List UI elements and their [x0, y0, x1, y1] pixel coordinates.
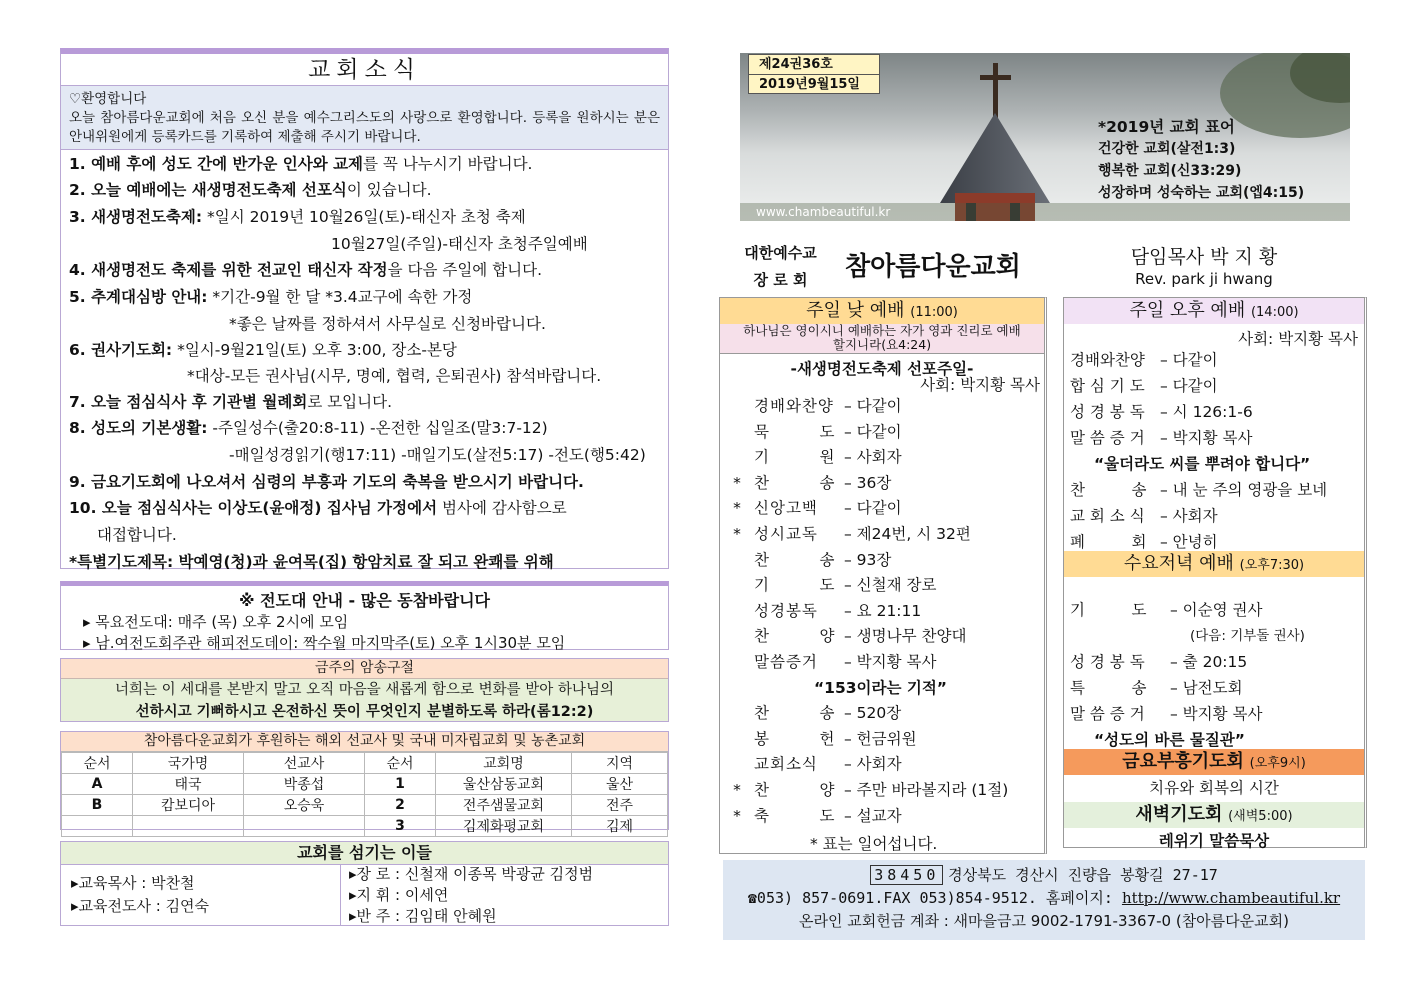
news-item	[69, 470, 584, 492]
order-name: 기 도	[754, 576, 836, 595]
evangelism-line-2: ▸ 남.여전도회주관 해피전도데이: 짝수월 마지막주(토) 오후 1시30분 모임	[83, 634, 566, 652]
order-value: – 다같이	[844, 397, 902, 415]
motto-line-2: 행복한 교회(신33:29)	[1098, 163, 1242, 179]
order-value: – 신철재 장로	[844, 576, 937, 595]
table-cell	[133, 816, 244, 837]
table-cell: A	[62, 774, 133, 795]
table-cell: B	[62, 795, 133, 816]
order-name: 말 씀 증 거	[1070, 705, 1145, 723]
order-value: – 520장	[844, 704, 902, 723]
order-item	[1070, 676, 1243, 698]
afternoon-service-panel	[1063, 297, 1367, 848]
order-value: – 박지황 목사	[1170, 705, 1263, 723]
order-value: – 제24번, 시 32편	[844, 525, 971, 543]
news-item	[187, 364, 601, 386]
table-cell: 김제화평교회	[436, 816, 572, 837]
order-name: 말 씀 증 거	[1070, 429, 1145, 447]
afternoon-service-header	[1064, 298, 1364, 324]
memory-verse-box	[60, 658, 669, 722]
order-value: – 안녕히	[1160, 533, 1218, 551]
news-item-bold: 10. 오늘 점심식사는 이상도(윤애정) 집사님 가정에서	[69, 499, 438, 517]
order-value: – 다같이	[844, 422, 902, 441]
order-name: 찬 송	[1070, 481, 1147, 499]
sunday-service-time: (11:00)	[910, 305, 958, 320]
news-item-text: 을 다음 주일에 합니다.	[387, 261, 543, 279]
table-cell: 캄보디아	[133, 795, 244, 816]
order-value: – 출 20:15	[1170, 653, 1248, 671]
order-item	[720, 701, 901, 723]
order-value: – 내 눈 주의 영광을 보네	[1160, 481, 1328, 499]
order-value: – 설교자	[844, 806, 902, 825]
conductor: ▸지 휘 : 이세연	[349, 886, 449, 904]
order-item	[720, 420, 902, 442]
order-value: – 박지황 목사	[844, 653, 937, 671]
news-item-text: 를 꼭 나누시기 바랍니다.	[363, 155, 533, 173]
phone-fax: ☎053) 857-0691.FAX 053)854-9512. 홈페이지:	[747, 889, 1122, 907]
order-item	[720, 496, 902, 518]
standing-mark: *	[733, 525, 741, 543]
zip-code: 38450	[870, 865, 943, 885]
welcome-text: 오늘 참아름다운교회에 처음 오신 분을 예수그리스도의 사랑으로 환영합니다. 등록을 원하시는 분은 안내위원에게 등록카드를 기록하여 제출해 주시기 바랍니다.	[69, 110, 660, 145]
staff-right	[349, 864, 669, 927]
order-item	[1070, 400, 1253, 422]
news-item	[69, 496, 567, 518]
order-item	[1070, 478, 1327, 500]
afternoon-service-time: (14:00)	[1250, 305, 1299, 320]
order-item	[720, 548, 891, 570]
order-value: – 박지황 목사	[1160, 429, 1253, 447]
order-name: 성시교독	[754, 525, 818, 543]
afternoon-leader: 사회: 박지황 목사	[1238, 330, 1358, 348]
table-cell	[62, 816, 133, 837]
address-line	[723, 864, 1365, 887]
order-value: – 36장	[844, 473, 892, 492]
news-item-bold: 6. 권사기도회:	[69, 341, 173, 359]
order-value: (다음: 기부돌 권사)	[1190, 628, 1305, 644]
table-cell: 김제	[572, 816, 668, 837]
news-item	[331, 232, 588, 254]
order-item	[1070, 504, 1218, 526]
evangelism-line-1: ▸ 목요전도대: 매주 (목) 오후 2시에 모임	[83, 613, 349, 631]
sunday-service-title: 주일 낮 예배	[806, 300, 905, 321]
order-item	[720, 752, 902, 774]
news-item	[69, 178, 432, 200]
table-cell: 박종섭	[244, 774, 365, 795]
order-name: 특 송	[1070, 679, 1147, 697]
staff-title: 교회를 섬기는 이들	[61, 842, 668, 865]
friday-service-time: (오후9시)	[1249, 756, 1306, 771]
table-cell: 3	[365, 816, 436, 837]
order-name: 기 도	[1070, 601, 1147, 619]
order-name: 폐 회	[1070, 533, 1147, 551]
evangelism-title: ※ 전도대 안내 - 많은 동참바랍니다	[239, 591, 490, 610]
standing-mark: *	[733, 806, 741, 825]
news-item	[97, 523, 177, 545]
order-name: 찬 양	[754, 781, 836, 799]
news-item-bold: 3. 새생명전도축제:	[69, 208, 203, 226]
table-cell: 2	[365, 795, 436, 816]
account-line: 온라인 교회헌금 계좌 : 새마을금고 9002-1791-3367-0 (참아름다운교회)	[799, 912, 1289, 930]
news-item	[69, 416, 548, 438]
order-value: – 93장	[844, 550, 892, 569]
church-motto	[1098, 116, 1348, 204]
denomination-line-1: 대한예수교	[744, 244, 817, 262]
order-name: 축 도	[754, 806, 836, 825]
motto-line-3: 성장하며 성숙하는 교회(엡4:15)	[1098, 185, 1305, 201]
table-row	[62, 795, 668, 816]
order-item	[1070, 348, 1218, 370]
order-value: – 생명나무 찬양대	[844, 627, 967, 646]
scripture-verse: 하나님은 영이시니 예배하는 자가 영과 진리로 예배할지니라(요4:24)	[720, 324, 1044, 354]
senior-pastor-english: Rev. park ji hwang	[1135, 270, 1273, 288]
volume-number: 제24권36호	[749, 55, 879, 75]
church-name: 참아름다운교회	[845, 252, 1021, 282]
table-cell: 오승욱	[244, 795, 365, 816]
news-item-text: 10월27일(주일)-태신자 초청주일예배	[331, 235, 588, 253]
order-item	[1070, 598, 1262, 620]
evangelism-box	[60, 581, 669, 650]
order-item	[1070, 624, 1305, 644]
order-item	[720, 573, 936, 595]
news-item-text: 이 있습니다.	[346, 181, 432, 199]
elders: ▸장 로 : 신철재 이종목 박광균 김정범	[349, 865, 594, 883]
news-item-bold: 1. 예배 후에 성도 간에 반가운 인사와 교제	[69, 155, 364, 173]
news-item-bold: 5. 추계대심방 안내:	[69, 288, 208, 306]
homepage-link[interactable]: http://www.chambeautiful.kr	[1121, 889, 1341, 907]
education-evangelist: ▸교육전도사 : 김연숙	[71, 897, 210, 915]
table-cell	[244, 816, 365, 837]
order-name: 기 원	[754, 448, 836, 467]
dawn-service-time: (새벽5:00)	[1228, 809, 1293, 824]
church-news-panel	[60, 48, 669, 569]
table-cell: 전주	[572, 795, 668, 816]
order-value: – 다같이	[1160, 377, 1218, 395]
header-cell: 선교사	[244, 753, 365, 774]
address: 경상북도 경산시 진량읍 봉황길 27-17	[948, 866, 1218, 884]
order-name: 성 경 봉 독	[1070, 403, 1145, 421]
news-item	[229, 312, 546, 334]
contact-line	[723, 887, 1365, 910]
standing-mark: *	[733, 499, 741, 518]
order-name: 신앙고백	[754, 499, 818, 518]
church-footer	[723, 860, 1365, 940]
order-item	[720, 445, 902, 467]
order-name: 봉 헌	[754, 729, 836, 748]
order-name: 찬 송	[754, 550, 836, 569]
order-name: 경배와찬양	[754, 397, 834, 415]
order-name: 경배와찬양	[1070, 351, 1145, 369]
memory-verse-line-1: 너희는 이 세대를 본받지 말고 오직 마음을 새롭게 함으로 변화를 받아 하나님의	[115, 682, 614, 698]
news-item-text: *기간-9월 한 달 *3.4교구에 속한 가정	[207, 288, 473, 306]
order-name: 말씀증거	[754, 653, 818, 671]
order-item	[1070, 530, 1218, 552]
news-item-text: *일시 2019년 10월26일(토)-태신자 초청 축제	[202, 208, 526, 226]
dawn-service-title: 새벽기도회	[1135, 804, 1223, 825]
motto-title: *2019년 교회 표어	[1098, 118, 1235, 136]
news-item-bold: 4. 새생명전도 축제를 위한 전교인 태신자 작정	[69, 261, 388, 279]
header-cell: 순서	[365, 753, 436, 774]
order-item	[1070, 374, 1218, 396]
order-name: 성 경 봉 독	[1070, 653, 1145, 671]
news-item-text: *일시-9월21일(토) 오후 3:00, 장소-본당	[172, 341, 457, 359]
news-item-text: *대상-모든 권사님(시무, 명예, 협력, 은퇴권사) 참석바랍니다.	[187, 367, 602, 385]
denomination	[733, 240, 828, 294]
standing-mark: *	[733, 473, 741, 492]
friday-subtitle: 치유와 회복의 시간	[1149, 779, 1279, 797]
order-item	[720, 727, 917, 749]
order-value: – 시 126:1-6	[1160, 403, 1253, 421]
standing-note: * 표는 일어섭니다.	[810, 835, 938, 853]
order-value: – 남전도회	[1170, 679, 1243, 697]
support-table	[61, 752, 668, 837]
news-item	[69, 205, 526, 227]
afternoon-service-title: 주일 오후 예배	[1129, 300, 1246, 321]
order-item	[1070, 452, 1310, 474]
order-value: – 다같이	[1160, 351, 1218, 369]
order-value: – 사회자	[1160, 507, 1218, 525]
memory-verse-title: 금주의 암송구절	[61, 659, 668, 679]
staff-box	[60, 841, 669, 926]
order-value: – 다같이	[844, 499, 902, 518]
volume-box	[748, 54, 880, 94]
order-value: “153이라는 기적”	[814, 678, 947, 697]
motto-line-1: 건강한 교회(살전1:3)	[1098, 141, 1236, 157]
friday-service-header	[1064, 749, 1364, 775]
news-item-text: *좋은 날짜를 정하셔서 사무실로 신청바랍니다.	[229, 315, 546, 333]
senior-pastor: 담임목사 박 지 황	[1130, 246, 1278, 268]
dawn-subtitle: 레위기 말씀묵상	[1158, 832, 1270, 850]
order-name: 찬 송	[754, 704, 836, 723]
order-name: 교회소식	[754, 755, 818, 774]
memory-verse-line-2: 선하시고 기뻐하시고 온전하신 뜻이 무엇인지 분별하도록 하라(롬12:2)	[135, 704, 594, 720]
support-table-box	[60, 731, 669, 835]
table-cell: 울산삼동교회	[436, 774, 572, 795]
welcome-heading: ♡환영합니다	[69, 91, 147, 107]
order-value: – 사회자	[844, 755, 902, 774]
table-cell: 태국	[133, 774, 244, 795]
issue-date: 2019년9월15일	[759, 77, 860, 92]
order-item	[720, 522, 971, 544]
order-name: 묵 도	[754, 422, 836, 441]
news-item-bold: 7. 오늘 점심식사 후 기관별 월례회	[69, 393, 308, 411]
order-item	[720, 471, 891, 493]
church-news-title: 교회소식	[61, 54, 668, 86]
friday-service-title: 금요부흥기도회	[1122, 751, 1244, 772]
news-item-text: 대접합니다.	[97, 526, 177, 544]
accompanist: ▸반 주 : 김임태 안혜원	[349, 907, 497, 925]
support-title: 참아름다운교회가 후원하는 해외 선교사 및 국내 미자립교회 및 농촌교회	[61, 732, 668, 752]
order-name: 성경봉독	[754, 601, 818, 620]
order-item	[720, 778, 1008, 800]
header-cell: 교회명	[436, 753, 572, 774]
order-value: “울더라도 씨를 뿌려야 합니다”	[1094, 455, 1311, 473]
wednesday-service-title: 수요저녁 예배	[1123, 553, 1234, 574]
header-cell: 지역	[572, 753, 668, 774]
news-item	[69, 258, 542, 280]
order-name: 찬 송	[754, 473, 836, 492]
support-header-row	[62, 753, 668, 774]
order-item	[1070, 426, 1252, 448]
news-item-bold: 8. 성도의 기본생활:	[69, 419, 208, 437]
order-item	[720, 394, 902, 416]
order-name: 교 회 소 식	[1070, 507, 1145, 525]
order-value: – 주만 바라볼지라 (1절)	[844, 781, 1009, 799]
news-item	[69, 550, 554, 572]
news-item-text: 로 모입니다.	[307, 393, 393, 411]
order-value: – 이순영 권사	[1170, 601, 1263, 619]
wednesday-service-header	[1064, 551, 1364, 577]
news-item	[69, 338, 457, 360]
order-item	[720, 624, 966, 646]
news-item-bold: 9. 금요기도회에 나오셔서 심령의 부흥과 기도의 축복을 받으시기 바랍니다.	[69, 473, 584, 491]
website-url: www.chambeautiful.kr	[756, 205, 891, 219]
news-item	[69, 285, 472, 307]
order-name: 합 심 기 도	[1070, 377, 1145, 395]
news-item-text: 범사에 감사함으로	[437, 499, 567, 517]
table-cell: 울산	[572, 774, 668, 795]
news-item-text: -매일성경읽기(행17:11) -매일기도(살전5:17) -전도(행5:42)	[229, 446, 646, 464]
staff-left	[61, 864, 341, 925]
order-name: 찬 양	[754, 627, 836, 646]
sunday-service-header	[720, 298, 1044, 324]
news-item-text: -주일성수(출20:8-11) -온전한 십일조(말3:7-12)	[207, 419, 548, 437]
news-item	[229, 443, 646, 465]
order-item	[720, 804, 902, 826]
order-value: “성도의 바른 물질관”	[1094, 731, 1245, 749]
header-cell: 순서	[62, 753, 133, 774]
table-row	[62, 816, 668, 837]
news-item	[69, 152, 532, 174]
education-pastor: ▸교육목사 : 박찬철	[71, 874, 195, 892]
order-item	[1070, 702, 1262, 724]
order-item	[720, 650, 936, 672]
order-item	[720, 599, 921, 621]
welcome-box	[61, 86, 668, 150]
table-cell: 전주샘물교회	[436, 795, 572, 816]
standing-mark: *	[733, 781, 741, 799]
order-item	[720, 676, 947, 698]
table-row	[62, 774, 668, 795]
sunday-theme: -새생명전도축제 선포주일-	[790, 360, 974, 378]
sunday-leader: 사회: 박지황 목사	[920, 376, 1040, 394]
order-value: – 요 21:11	[844, 601, 922, 620]
order-item	[1070, 650, 1247, 672]
order-item	[1070, 728, 1245, 750]
denomination-line-2: 장 로 회	[753, 271, 808, 289]
table-cell: 1	[365, 774, 436, 795]
news-item-bold: *특별기도제목: 박예영(청)과 윤여목(집) 항암치료 잘 되고 완쾌를 위해	[69, 553, 554, 571]
wednesday-service-time: (오후7:30)	[1239, 558, 1305, 573]
header-cell: 국가명	[133, 753, 244, 774]
news-item	[69, 390, 392, 412]
order-value: – 사회자	[844, 448, 902, 467]
dawn-service-header	[1064, 802, 1364, 828]
news-item-bold: 2. 오늘 예배에는 새생명전도축제 선포식	[69, 181, 347, 199]
order-value: – 헌금위원	[844, 729, 917, 748]
sunday-service-panel	[719, 297, 1047, 854]
